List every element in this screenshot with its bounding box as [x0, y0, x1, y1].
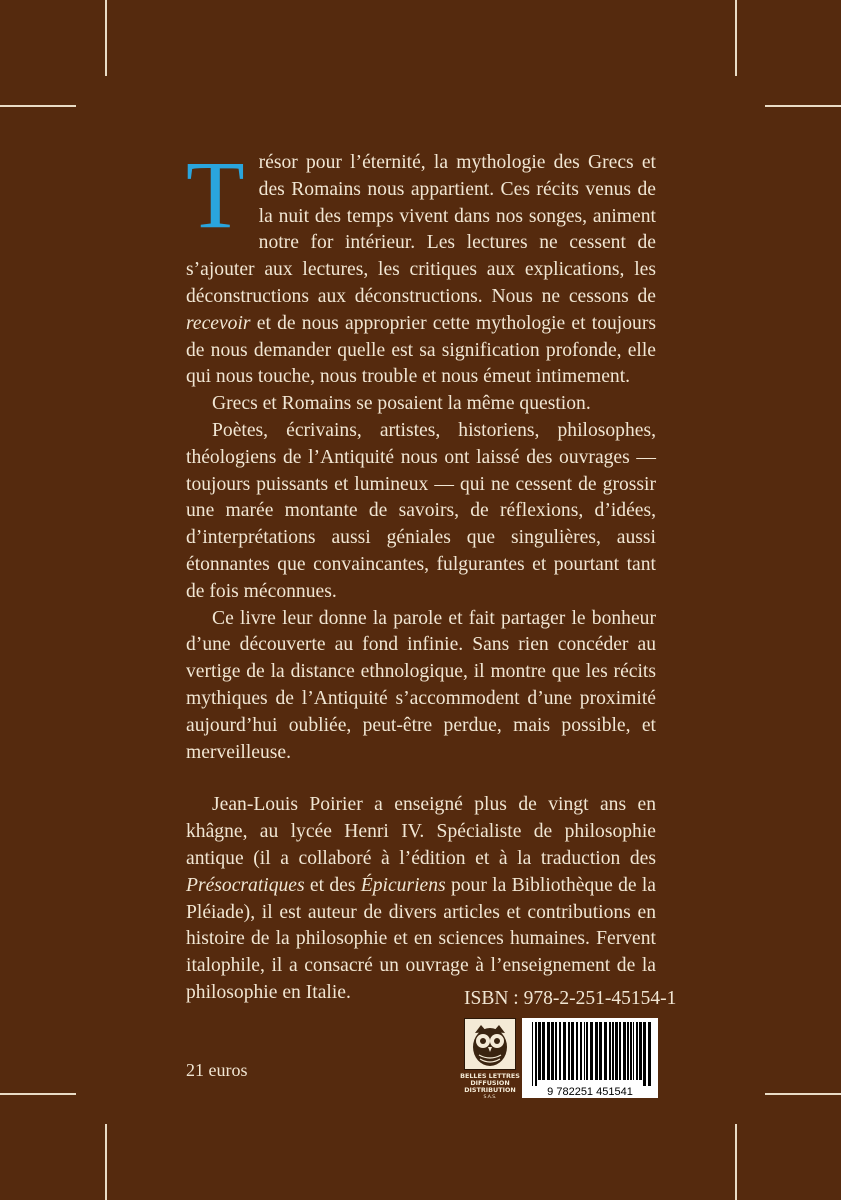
publisher-line-4: S.A.S.	[483, 1095, 497, 1100]
crop-mark-top-left	[105, 0, 107, 76]
barcode-bar	[643, 1022, 646, 1086]
barcode-bar	[535, 1022, 537, 1086]
barcode-bar	[542, 1022, 545, 1080]
crop-mark-left-top	[0, 105, 76, 107]
author-bio	[186, 792, 656, 1006]
barcode-bar	[559, 1022, 561, 1080]
isbn: ISBN : 978-2-251-45154-1	[464, 988, 677, 1009]
barcode-bar	[586, 1022, 588, 1080]
intro-emphasis: recevoir	[186, 312, 251, 334]
barcode-bar	[568, 1022, 570, 1080]
bio-text-1: Jean-Louis Poirier a enseigné plus de vingt ans en khâgne, au lycée Henri IV. Spécialiste de philosophie antique (il a collaboré à l’édition et à la traduction des	[186, 794, 656, 869]
owl-logo-icon	[464, 1018, 516, 1070]
barcode-bar	[630, 1022, 632, 1080]
barcode-bar	[571, 1022, 574, 1080]
barcode-bar	[555, 1022, 557, 1080]
barcode-bar	[639, 1022, 642, 1080]
barcode-bar	[538, 1022, 541, 1080]
barcode-bar	[532, 1022, 533, 1086]
barcode-bar	[633, 1022, 634, 1080]
paragraph-authors: Poètes, écrivains, artistes, historiens, philosophes, théologiens de l’Antiquité nous ont laissé des ouvrages — toujours puissants et lumineux — qui ne cessent de grossir une marée montante de savoirs, de réflexions, d’idées, d’interprétations aussi géniales que singulières, aussi étonnantes que convaincantes, fulgurantes et pourtant tant de fois méconnues.	[186, 419, 656, 602]
barcode-digits: 9 782251 451541	[547, 1086, 633, 1098]
price: 21 euros	[186, 1060, 248, 1080]
barcode-bar	[615, 1022, 618, 1080]
publisher-line-1: BELLES LETTRES	[460, 1072, 520, 1080]
bio-text-3: pour la Bibliothèque de la Pléiade), il est auteur de divers articles et contributions en histoire de la philosophie et en sciences humaines. Fervent italophile, il a consacré un ouvrage à l’enseignement de la philosophie en Italie.	[186, 874, 656, 1003]
crop-mark-bottom-left	[105, 1124, 107, 1200]
crop-mark-bottom-right	[735, 1124, 737, 1200]
barcode-bar	[580, 1022, 582, 1080]
publisher-logo-text	[460, 1073, 520, 1101]
crop-mark-right-top	[765, 105, 841, 107]
barcode-bars	[522, 1018, 658, 1098]
barcode-bar	[551, 1022, 554, 1080]
barcode-bar	[612, 1022, 614, 1080]
intro-tail: et de nous approprier cette mythologie et toujours de nous demander quelle est sa signification profonde, elle qui nous touche, nous trouble et nous émeut intimement.	[186, 312, 656, 388]
publisher-line-3: DISTRIBUTION	[464, 1086, 516, 1094]
barcode-bar	[609, 1022, 611, 1080]
barcode-bar	[595, 1022, 598, 1080]
crop-mark-top-right	[735, 0, 737, 76]
drop-cap: T	[186, 141, 245, 248]
barcode-bar	[648, 1022, 651, 1086]
intro-paragraph	[186, 141, 656, 391]
back-cover-text	[186, 141, 656, 1007]
crop-mark-right-bottom	[765, 1093, 841, 1095]
barcode-bar	[547, 1022, 550, 1080]
barcode-bar	[636, 1022, 638, 1080]
barcode-bar	[563, 1022, 566, 1080]
paragraph-book: Ce livre leur donne la parole et fait partager le bonheur d’une découverte au fond infinie. Sans rien concéder au vertige de la distance ethnologique, il montre que les récits mythiques de l’Antiquité s’accommodent d’une proximité aujourd’hui oubliée, peut-être perdue, mais possible, et merveilleuse.	[186, 607, 656, 763]
publisher-line-2: DIFFUSION	[470, 1079, 510, 1087]
intro-lead: résor pour l’éternité, la mythologie des Grecs et des Romains nous appartient. Ces récits venus de la nuit des temps vivent dans nos songes, animent notre for intérieur. Les lectures ne cessent de s’ajouter aux lectures, les critiques aux explications, les déconstructions aux déconstructions. Nous ne cessons de	[186, 152, 656, 307]
barcode-bar	[576, 1022, 578, 1080]
barcode-bar	[590, 1022, 593, 1080]
barcode-bar	[599, 1022, 602, 1080]
paragraph-question: Grecs et Romains se posaient la même question.	[212, 393, 591, 415]
barcode-bar	[584, 1022, 585, 1080]
barcode-bar	[623, 1022, 626, 1080]
barcode	[522, 1018, 658, 1098]
barcode-bar	[619, 1022, 621, 1080]
barcode-bar	[627, 1022, 629, 1080]
bio-emphasis-2: Épicuriens	[360, 874, 446, 896]
barcode-bar	[604, 1022, 607, 1080]
bio-emphasis-1: Présocratiques	[186, 874, 305, 896]
crop-mark-left-bottom	[0, 1093, 76, 1095]
bio-text-2: et des	[304, 874, 361, 896]
